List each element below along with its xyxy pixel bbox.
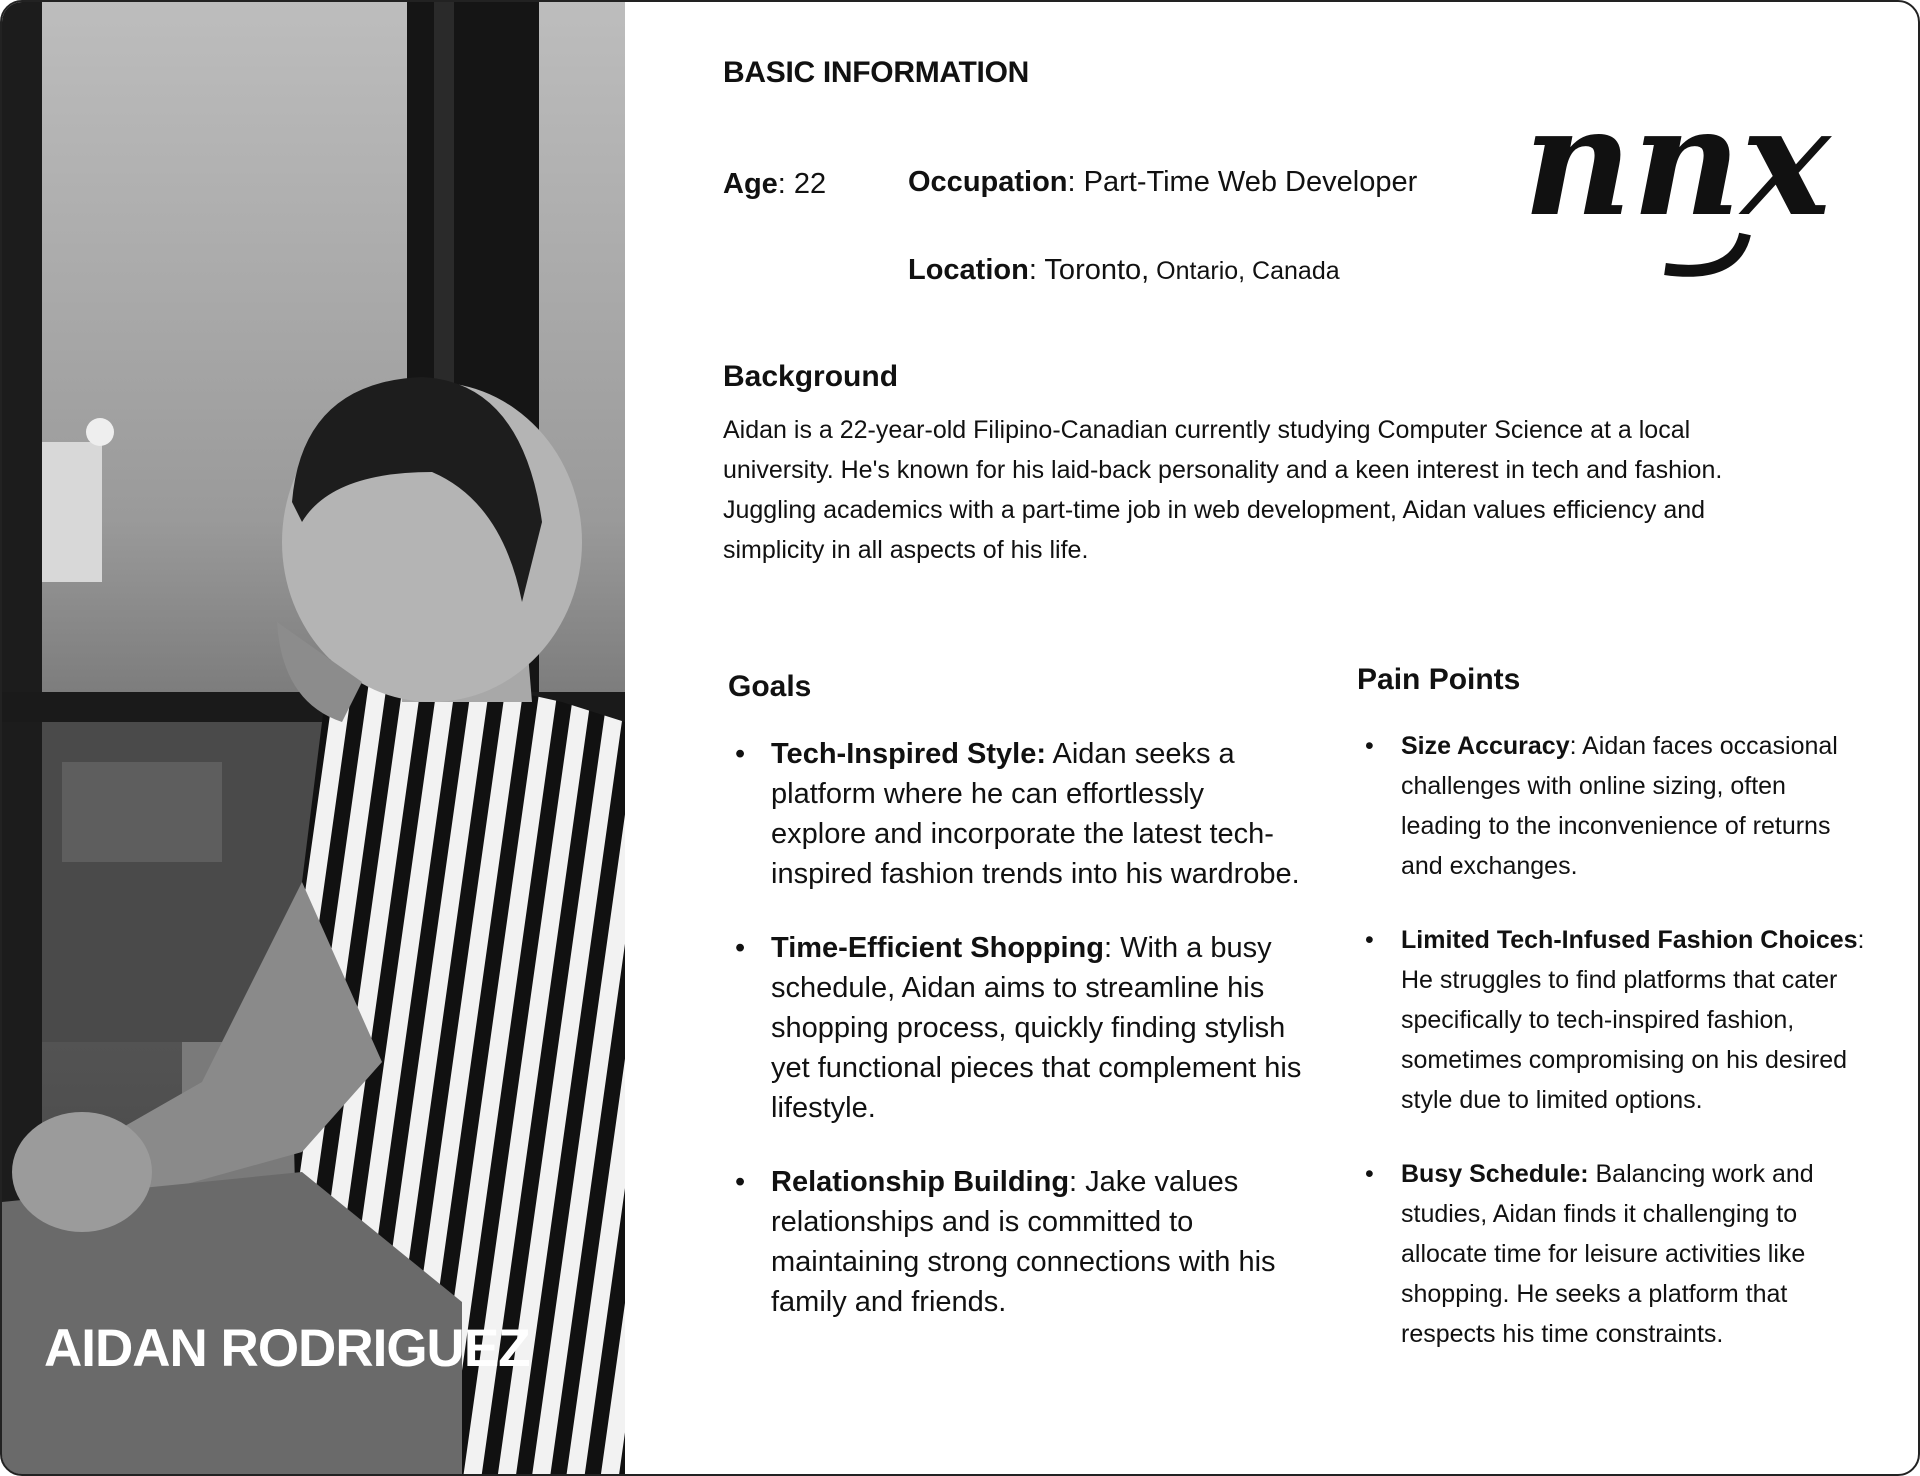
goal-text: : Jake values relationships and is committed to maintaining strong connections with his family and friends. — [771, 1166, 1276, 1318]
persona-photo — [2, 2, 625, 1476]
pain-point-text: Balancing work and studies, Aidan finds it challenging to allocate time for leisure activities like shopping. He seeks a platform that respects his time constraints. — [1401, 1160, 1814, 1348]
goal-text: Aidan seeks a platform where he can effortlessly explore and incorporate the latest tech-inspired fashion trends into his wardrobe. — [771, 738, 1300, 890]
location-field — [908, 254, 1340, 287]
pain-point-text: : Aidan faces occasional challenges with online sizing, often leading to the inconvenience of returns and exchanges. — [1401, 732, 1838, 880]
goal-text: : With a busy schedule, Aidan aims to streamline his shopping process, quickly finding stylish yet functional pieces that complement his lifestyle. — [771, 932, 1302, 1124]
pain-point-label: Busy Schedule: — [1401, 1160, 1589, 1188]
occupation-value: : Part-Time Web Developer — [1067, 166, 1418, 198]
persona-name: AIDAN RODRIGUEZ — [44, 1319, 530, 1378]
goal-label: Time-Efficient Shopping — [771, 932, 1104, 964]
goal-item — [735, 1162, 1305, 1322]
age-label: Age — [723, 168, 778, 200]
basic-information-heading: BASIC INFORMATION — [723, 56, 1029, 89]
goal-label: Relationship Building — [771, 1166, 1070, 1198]
pain-points-title: Pain Points — [1357, 663, 1521, 696]
location-city: : Toronto, — [1028, 254, 1150, 286]
location-label: Location — [908, 254, 1029, 286]
pain-point-label: Size Accuracy — [1401, 732, 1570, 760]
background-title: Background — [723, 360, 899, 393]
portrait-image — [2, 2, 625, 1476]
pain-point-item — [1365, 726, 1865, 886]
location-region: Ontario, Canada — [1149, 257, 1340, 285]
background-text: Aidan is a 22-year-old Filipino-Canadian currently studying Computer Science at a local university. He's known for his laid-back personality and a keen interest in tech and fashion. Juggling academics with a part-time job in web development, Aidan values efficiency and simplicity in all aspects of his life. — [723, 416, 1723, 564]
occupation-field — [908, 166, 1417, 199]
pain-point-item — [1365, 920, 1865, 1120]
goal-label: Tech-Inspired Style: — [771, 738, 1047, 770]
pain-point-text: : He struggles to find platforms that cater specifically to tech-inspired fashion, sometimes compromising on his desired style due to limited options. — [1401, 926, 1865, 1114]
brand-logo — [1515, 64, 1855, 284]
age-value: : 22 — [777, 168, 827, 200]
occupation-label: Occupation — [908, 166, 1068, 198]
age-field — [723, 168, 826, 201]
goals-title: Goals — [728, 670, 812, 703]
goal-item — [735, 734, 1305, 894]
pain-point-item — [1365, 1154, 1865, 1354]
pain-points-list — [1365, 726, 1865, 1388]
svg-text:nnx: nnx — [1523, 74, 1831, 250]
goal-item — [735, 928, 1305, 1128]
persona-details — [625, 2, 1920, 1476]
pain-point-label: Limited Tech-Infused Fashion Choices — [1401, 926, 1858, 954]
goals-list — [735, 734, 1305, 1356]
